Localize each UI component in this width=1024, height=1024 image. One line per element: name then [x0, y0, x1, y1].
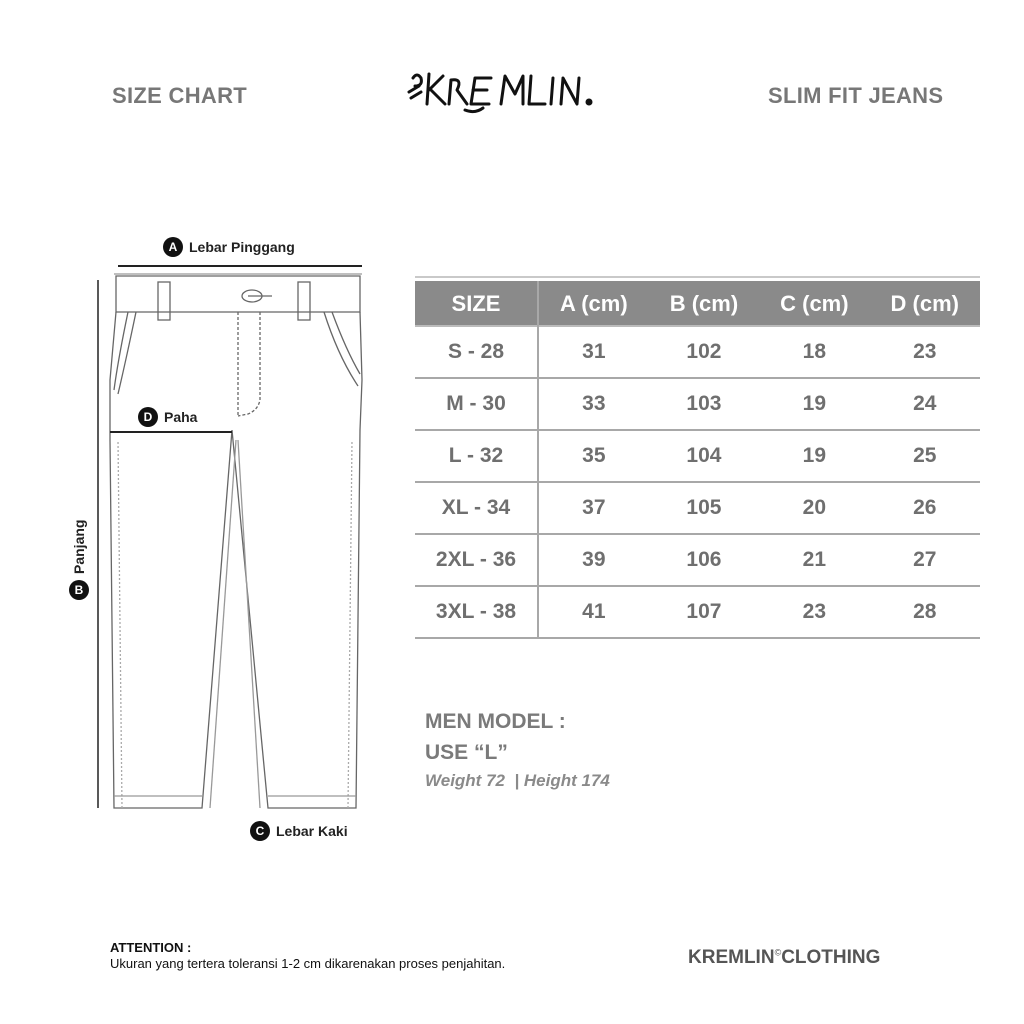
footer-brand-name: KREMLIN [688, 947, 775, 968]
cell-a: 39 [538, 534, 649, 586]
cell-a: 37 [538, 482, 649, 534]
cell-c: 23 [759, 586, 869, 638]
label-c [250, 821, 348, 841]
label-a [163, 237, 295, 257]
header-size: SIZE [415, 280, 538, 328]
cell-d: 26 [870, 482, 980, 534]
cell-b: 107 [649, 586, 759, 638]
cell-a: 31 [538, 327, 649, 378]
label-d-badge: D [138, 407, 158, 427]
cell-size: 3XL - 38 [415, 586, 538, 638]
model-size-used: USE “L” [425, 741, 508, 764]
pants-diagram [70, 230, 390, 850]
cell-b: 103 [649, 378, 759, 430]
cell-size: XL - 34 [415, 482, 538, 534]
footer-brand [688, 947, 880, 969]
size-chart-title: SIZE CHART [112, 83, 247, 108]
label-b [69, 520, 89, 600]
table-header-row [415, 280, 980, 328]
cell-c: 19 [759, 378, 869, 430]
copyright-mark: © [774, 947, 782, 958]
cell-d: 27 [870, 534, 980, 586]
attention-title: ATTENTION : [110, 940, 192, 955]
header-a: A (cm) [538, 280, 649, 328]
cell-size: S - 28 [415, 327, 538, 378]
table-row [415, 327, 980, 378]
size-table [415, 278, 980, 639]
cell-d: 23 [870, 327, 980, 378]
brand-logo-text: KREMLIN [405, 119, 410, 120]
cell-c: 21 [759, 534, 869, 586]
cell-c: 19 [759, 430, 869, 482]
table-row [415, 534, 980, 586]
cell-a: 35 [538, 430, 649, 482]
label-b-text: Panjang [71, 519, 87, 574]
table-row [415, 430, 980, 482]
cell-d: 24 [870, 378, 980, 430]
attention-text: Ukuran yang tertera toleransi 1-2 cm dikarenakan proses penjahitan. [110, 956, 506, 971]
model-stats: Weight 72 | Height 174 [425, 771, 610, 790]
footer-brand-suffix: CLOTHING [781, 947, 881, 968]
header-b: B (cm) [649, 280, 759, 328]
label-c-badge: C [250, 821, 270, 841]
cell-a: 33 [538, 378, 649, 430]
label-a-text: Lebar Pinggang [189, 239, 295, 255]
cell-size: M - 30 [415, 378, 538, 430]
header-d: D (cm) [870, 280, 980, 328]
table-row [415, 586, 980, 638]
label-b-badge: B [69, 580, 89, 600]
cell-d: 28 [870, 586, 980, 638]
cell-a: 41 [538, 586, 649, 638]
label-a-badge: A [163, 237, 183, 257]
cell-b: 105 [649, 482, 759, 534]
label-d [138, 407, 197, 427]
label-c-text: Lebar Kaki [276, 823, 348, 839]
cell-size: 2XL - 36 [415, 534, 538, 586]
label-d-text: Paha [164, 409, 198, 425]
cell-c: 20 [759, 482, 869, 534]
cell-b: 106 [649, 534, 759, 586]
table-row [415, 482, 980, 534]
header-c: C (cm) [759, 280, 869, 328]
kremlin-logo [405, 64, 620, 120]
cell-d: 25 [870, 430, 980, 482]
table-row [415, 378, 980, 430]
cell-size: L - 32 [415, 430, 538, 482]
model-title: MEN MODEL : [425, 710, 566, 733]
product-title: SLIM FIT JEANS [768, 83, 944, 108]
cell-b: 104 [649, 430, 759, 482]
cell-c: 18 [759, 327, 869, 378]
cell-b: 102 [649, 327, 759, 378]
